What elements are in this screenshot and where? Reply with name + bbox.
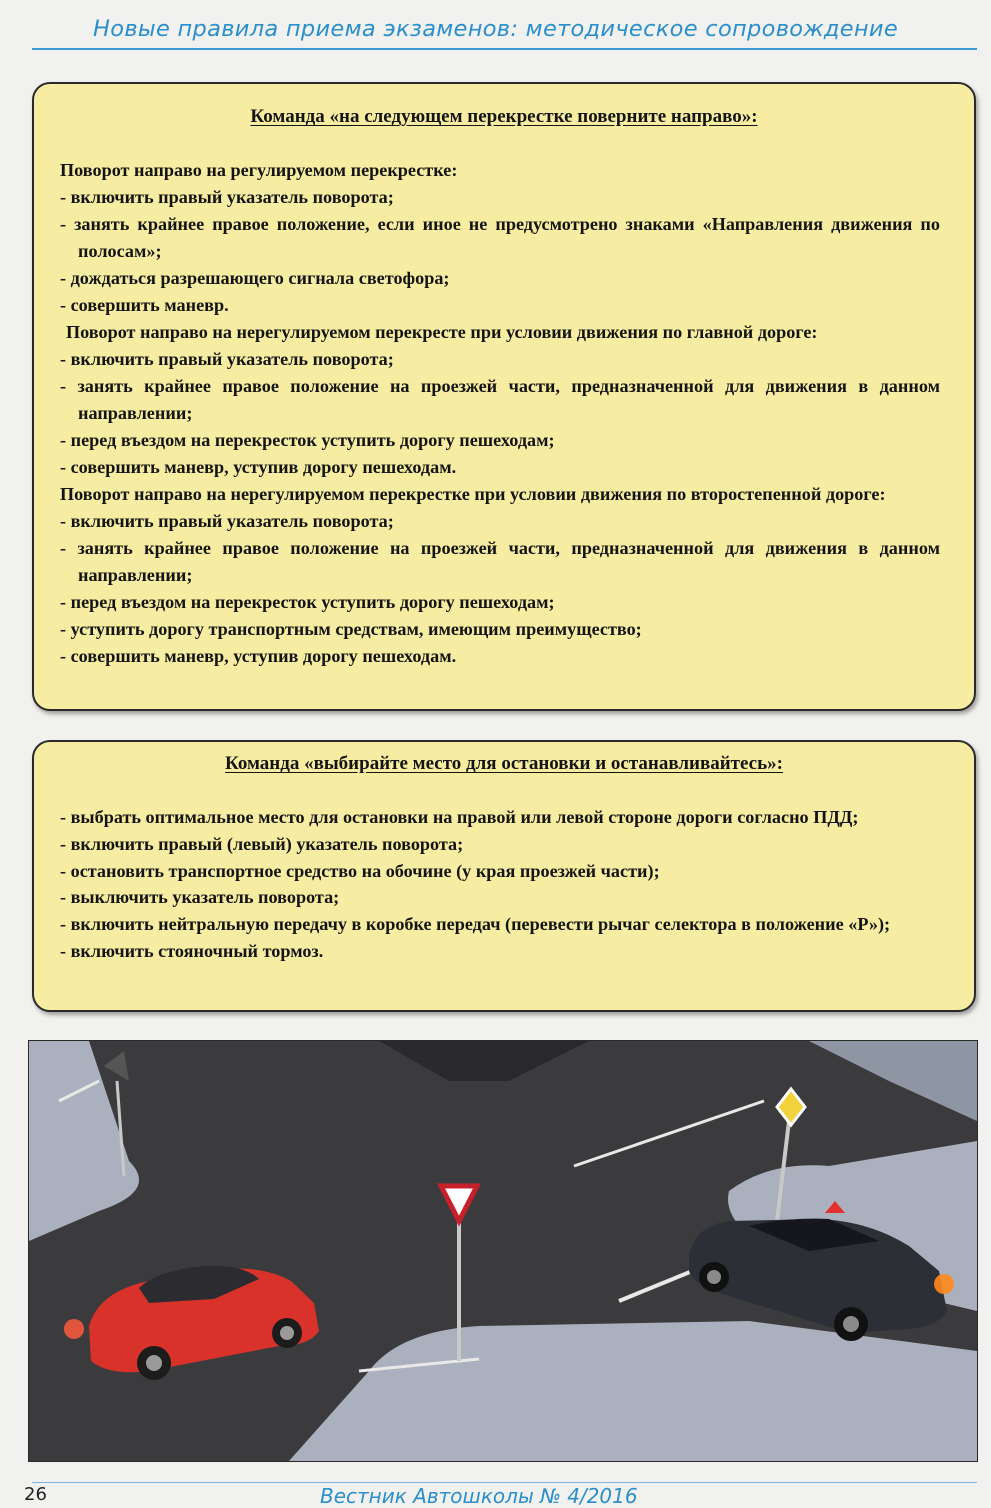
list-item: - совершить маневр, уступив дорогу пешеходам. (60, 646, 457, 666)
list-item: - занять крайнее правое положение, если иное не предусмотрено знаками «Направления движения по полосам»; (60, 214, 940, 261)
list-item: - включить правый указатель поворота; (60, 349, 394, 369)
list-item: - дождаться разрешающего сигнала светофора; (60, 268, 450, 288)
list-item: - включить правый (левый) указатель поворота; (60, 833, 464, 854)
list-item: - занять крайнее правое положение на проезжей части, предназначенной для движения в данном направлении; (60, 376, 940, 423)
list-item: - совершить маневр, уступив дорогу пешеходам. (60, 457, 457, 477)
list-item: - остановить транспортное средство на обочине (у края проезжей части); (60, 860, 660, 881)
list-item: - включить правый указатель поворота; (60, 187, 394, 207)
page-number: 26 (24, 1484, 47, 1505)
intersection-scene (29, 1041, 977, 1461)
list-item: - включить стояночный тормоз. (60, 940, 324, 961)
footer-divider (32, 1482, 977, 1483)
list-item: - выключить указатель поворота; (60, 887, 340, 908)
list-item: - включить правый указатель поворота; (60, 511, 394, 531)
stop-box (32, 740, 976, 1012)
turn-right-box (32, 82, 976, 711)
list-item: - занять крайнее правое положение на проезжей части, предназначенной для движения в данном направлении; (60, 538, 940, 585)
section-heading: Поворот направо на регулируемом перекрестке: (60, 160, 458, 180)
section-heading: Поворот направо на нерегулируемом перекресте при условии движения по главной дороге: (66, 322, 818, 342)
list-item: - перед въездом на перекресток уступить дорогу пешеходам; (60, 430, 555, 450)
stop-content (60, 804, 940, 965)
page-header-title: Новые правила приема экзаменов: методическое сопровождение (93, 16, 898, 42)
list-item: - включить нейтральную передачу в коробке передач (перевести рычаг селектора в положение «Р»); (60, 914, 891, 935)
section-heading: Поворот направо на нерегулируемом перекрестке при условии движения по второстепенной дороге: (60, 484, 886, 504)
list-item: - совершить маневр. (60, 295, 229, 315)
list-item: - перед въездом на перекресток уступить дорогу пешеходам; (60, 592, 555, 612)
turn-right-content (60, 157, 940, 670)
turn-right-box-title: Команда «на следующем перекрестке поверните направо»: (250, 106, 758, 127)
list-item: - уступить дорогу транспортным средствам, имеющим преимущество; (60, 619, 642, 639)
footer-journal-title: Вестник Автошколы № 4/2016 (320, 1484, 638, 1508)
header-divider (32, 48, 977, 50)
list-item: - выбрать оптимальное место для остановки на правой или левой стороне дороги согласно ПДД; (60, 807, 859, 827)
intersection-illustration (28, 1040, 978, 1462)
stop-box-title: Команда «выбирайте место для остановки и останавливайтесь»: (225, 753, 783, 774)
